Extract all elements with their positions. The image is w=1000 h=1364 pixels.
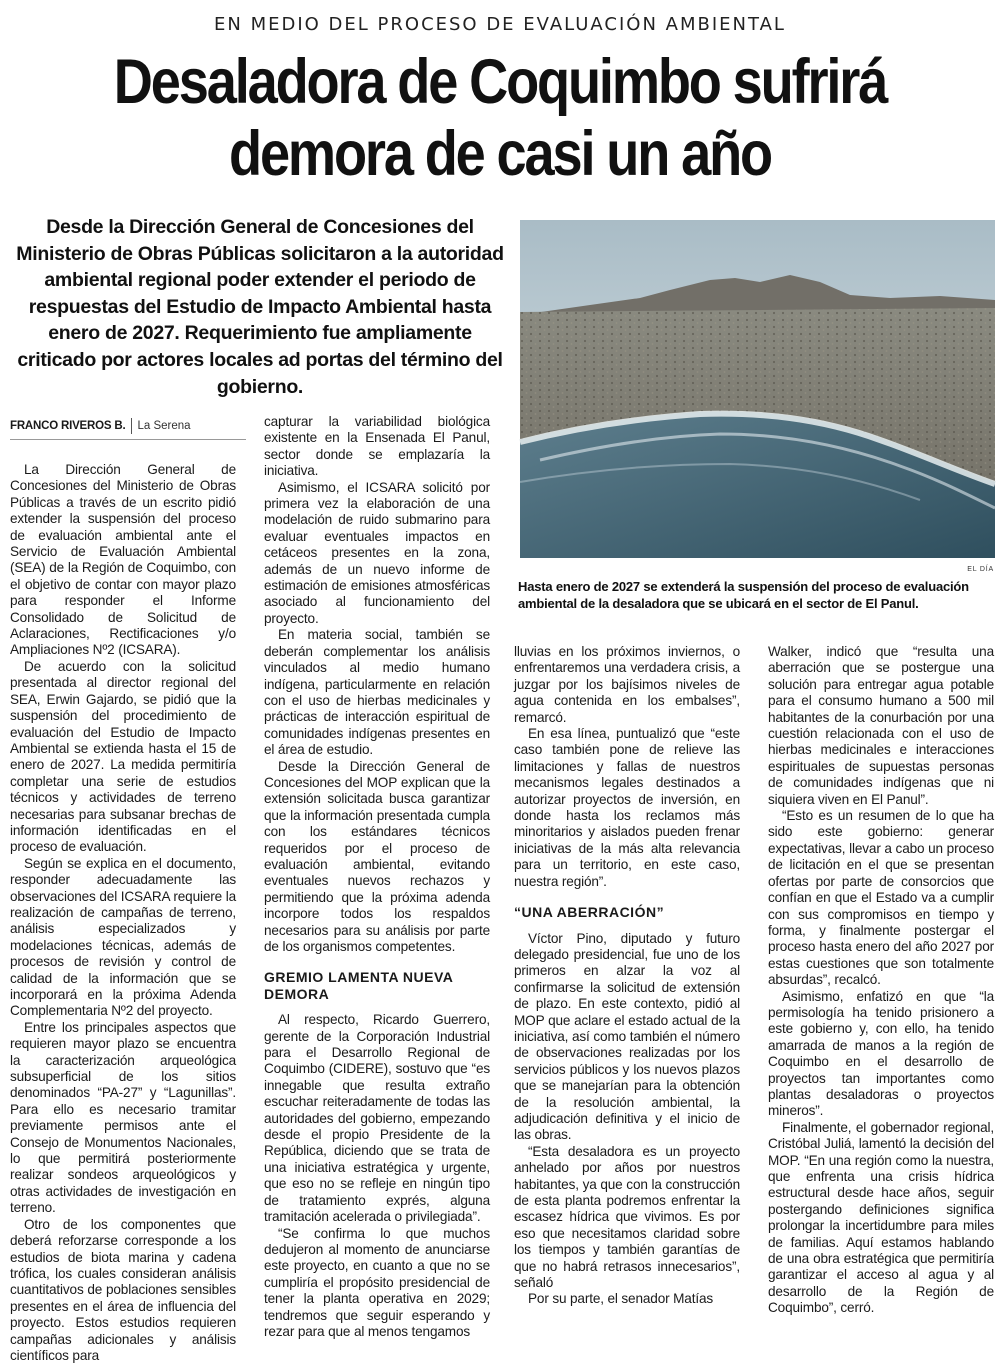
paragraph: De acuerdo con la solicitud presentada al director regional del SEA, Erwin Gajardo, se pidió que la suspensión del procedimiento de evaluación del Estudio de Impacto Ambiental se extienda hasta el 15 de enero de 2027. La medida permitiría completar una serie de estudios técnicos y actividades de terreno necesarias para subsanar brechas de información identificadas en el proceso de evaluación. — [10, 658, 236, 855]
byline-separator — [131, 418, 132, 434]
paragraph: “Esta desaladora es un proyecto anhelado por años por nuestros habitantes, ya que con la construcción de esta planta podremos enfrentar la escasez hídrica que vivimos. Es por eso que necesitamos claridad sobre los tiempos y también garantías de que no habrá retrasos innecesarios”, señaló — [514, 1143, 740, 1291]
article-column-3 — [514, 644, 740, 1308]
paragraph: capturar la variabilidad biológica existente en la Ensenada El Panul, sector donde se emplazaría la iniciativa. — [264, 414, 490, 479]
paragraph: lluvias en los próximos inviernos, o enfrentaremos una verdadera crisis, a juzgar por los bajísimos niveles de agua contenida en los embalses”, remarcó. — [514, 644, 740, 725]
paragraph: Otro de los componentes que deberá reforzarse corresponde a los estudios de biota marina y cadena trófica, los cuales consideran análisis cuantitativos de poblaciones sensibles presentes en el área de influencia del proyecto. Estos estudios requieren campañas adicionales y análisis científicos para — [10, 1216, 236, 1363]
photo-caption: Hasta enero de 2027 se extenderá la suspensión del proceso de evaluación ambiental de la desaladora que se ubicará en el sector de El Panul. — [518, 579, 969, 611]
byline-rule — [10, 439, 246, 440]
paragraph: La Dirección General de Concesiones del Ministerio de Obras Públicas a través de un escrito pidió extender la suspensión del proceso de evaluación ambiental ante el Servicio de Evaluación Ambiental (SEA) de la Región de Coquimbo, con el objetivo de contar con mayor plazo para responder el Informe Consolidado de Solicitud de Aclaraciones, Rectificaciones y/o Ampliaciones Nº2 (ICSARA). — [10, 462, 236, 658]
article-column-4 — [768, 644, 994, 1317]
lead-paragraph: Desde la Dirección General de Concesiones del Ministerio de Obras Públicas solicitaron a la autoridad ambiental regional poder extender el periodo de respuestas del Estudio de Impacto Ambiental hasta enero de 2027. Requerimiento fue ampliamente criticado por actores locales ad portas del término del gobierno. — [16, 216, 504, 398]
paragraph: Walker, indicó que “resulta una aberración que se postergue una solución para entregar agua potable para el consumo humano a 500 mil habitantes de la conurbación por una cuestión relacionada con el uso de hierbas medicinales e interacciones espirituales de supuestas personas de comunidades indígenas que ni siquiera viven en El Panul”. — [768, 644, 994, 807]
paragraph: Finalmente, el gobernador regional, Cristóbal Juliá, lamentó la decisión del MOP. “En una región como la nuestra, que enfrenta una crisis hídrica estructural desde hace años, seguir postergando definiciones significa prolongar la incertidumbre para miles de familias. Aquí estamos hablando de una obra estratégica que permitiría garantizar el acceso al agua y al desarrollo de la Región de Coquimbo”, cerró. — [768, 1119, 994, 1316]
coastline-photo-illustration — [520, 220, 995, 558]
kicker: EN MEDIO DEL PROCESO DE EVALUACIÓN AMBIENTAL — [214, 14, 786, 35]
photo-credit: EL DÍA — [967, 566, 994, 573]
paragraph: En esa línea, puntualizó que “este caso también pone de relieve las limitaciones y fallas de nuestros mecanismos legales destinados a autorizar proyectos de inversión, en donde hasta los reclamos más minoritarios y aislados pueden frenar iniciativas de la más alta relevancia para un territorio, en este caso, nuestra región”. — [514, 726, 740, 889]
paragraph: Por su parte, el senador Matías — [528, 1291, 714, 1307]
headline — [70, 46, 930, 190]
subheading-gremio: GREMIO LAMENTA NUEVA DEMORA — [264, 969, 453, 1002]
subheading-aberracion: “UNA ABERRACIÓN” — [514, 904, 665, 921]
paragraph: “Esto es un resumen de lo que ha sido este gobierno: generar expectativas, llevar a cabo un proceso de licitación en el que se presentan ofertas por parte de consorcios que confían en que el Estado va a cumplir con sus compromisos en tiempo y forma, y finalmente postergar el proceso hasta enero del año 2027 por estas cuestiones que son totalmente absurdas”, recalcó. — [768, 808, 994, 988]
paragraph: Desde la Dirección General de Concesiones del MOP explican que la extensión solicitada busca garantizar que la información presentada cumpla con los estándares técnicos requeridos por el proceso de evaluación ambiental, evitando eventuales nuevos rechazos y permitiendo que la próxima adenda incorpore todos los respaldos necesarios para su análisis por parte de los organismos competentes. — [264, 758, 490, 954]
paragraph: En materia social, también se deberán complementar los análisis vinculados al medio humano indígena, particularmente en relación con el uso de hierbas medicinales y prácticas de interacción espiritual de comunidades indígenas presentes en el área de estudio. — [264, 627, 490, 758]
paragraph: Entre los principales aspectos que requieren mayor plazo se encuentra la caracterización arqueológica subsuperficial de los sitios denominados “PA-27” y “Lagunillas”. Para ello es necesario tramitar previamente permisos ante el Consejo de Monumentos Nacionales, lo que permitirá posteriormente realizar sondeos arqueológicos y otras actividades de investigación en terreno. — [10, 1019, 236, 1216]
headline-line-1: Desaladora de Coquimbo sufrirá — [113, 47, 887, 117]
headline-line-2: demora de casi un año — [229, 119, 771, 189]
paragraph: Asimismo, enfatizó en que “la permisología ha tenido prisionero a este gobierno y, con ello, ha tenido amarrada de manos a la región de Coquimbo en el desarrollo de proyectos tan importantes como plantas desaladoras o proyectos mineros”. — [768, 988, 994, 1119]
article-column-2 — [264, 414, 490, 1340]
byline-place: La Serena — [137, 420, 191, 433]
paragraph: Víctor Pino, diputado y futuro delegado presidencial, fue uno de los primeros en alzar la voz al confirmarse la solicitud de extensión de plazo. En este contexto, pidió al MOP que aclare el estado actual de la iniciativa, así como también el número de observaciones realizadas por los servicios públicos y los nuevos plazos que se manejarían para la obtención de la resolución ambiental, la adjudicación definitiva y el inicio de las obras. — [514, 930, 740, 1143]
paragraph: Según se explica en el documento, responder adecuadamente las observaciones del ICSARA requiere la realización de campañas de terreno, análisis especializados y modelaciones técnicas, además de procesos de revisión y control de calidad de la información que se incorporará en la próxima Adenda Complementaria Nº2 del proyecto. — [10, 855, 236, 1019]
byline-author: FRANCO RIVEROS B. — [10, 420, 126, 433]
paragraph: “Se confirma lo que muchos dedujeron al momento de anunciarse este proyecto, en cuanto a que no se cumpliría el propósito presidencial de tener la planta operativa en 2029; tendremos que seguir esperando y rezar para que al menos tengamos — [264, 1225, 490, 1339]
coastline-photo — [520, 220, 995, 558]
byline — [10, 418, 191, 436]
article-column-1 — [10, 462, 236, 1364]
paragraph: Asimismo, el ICSARA solicitó por primera vez la elaboración de una modelación de ruido submarino para evaluar eventuales impactos en cetáceos presentes en la zona, además de un nuevo informe de estimación de emisiones atmosféricas asociado al funcionamiento del proyecto. — [264, 479, 490, 626]
paragraph: Al respecto, Ricardo Guerrero, gerente de la Corporación Industrial para el Desarrollo Regional de Coquimbo (CIDERE), sostuvo que “es innegable que resulta extraño escuchar reiteradamente de todas las autoridades del gobierno, empezando desde el propio Presidente de la República, diciendo que se trata de una iniciativa estratégica y urgente, que eso no se refleje en ningún tipo de tratamiento exprés, alguna tramitación acelerada o privilegiada”. — [264, 1012, 490, 1225]
